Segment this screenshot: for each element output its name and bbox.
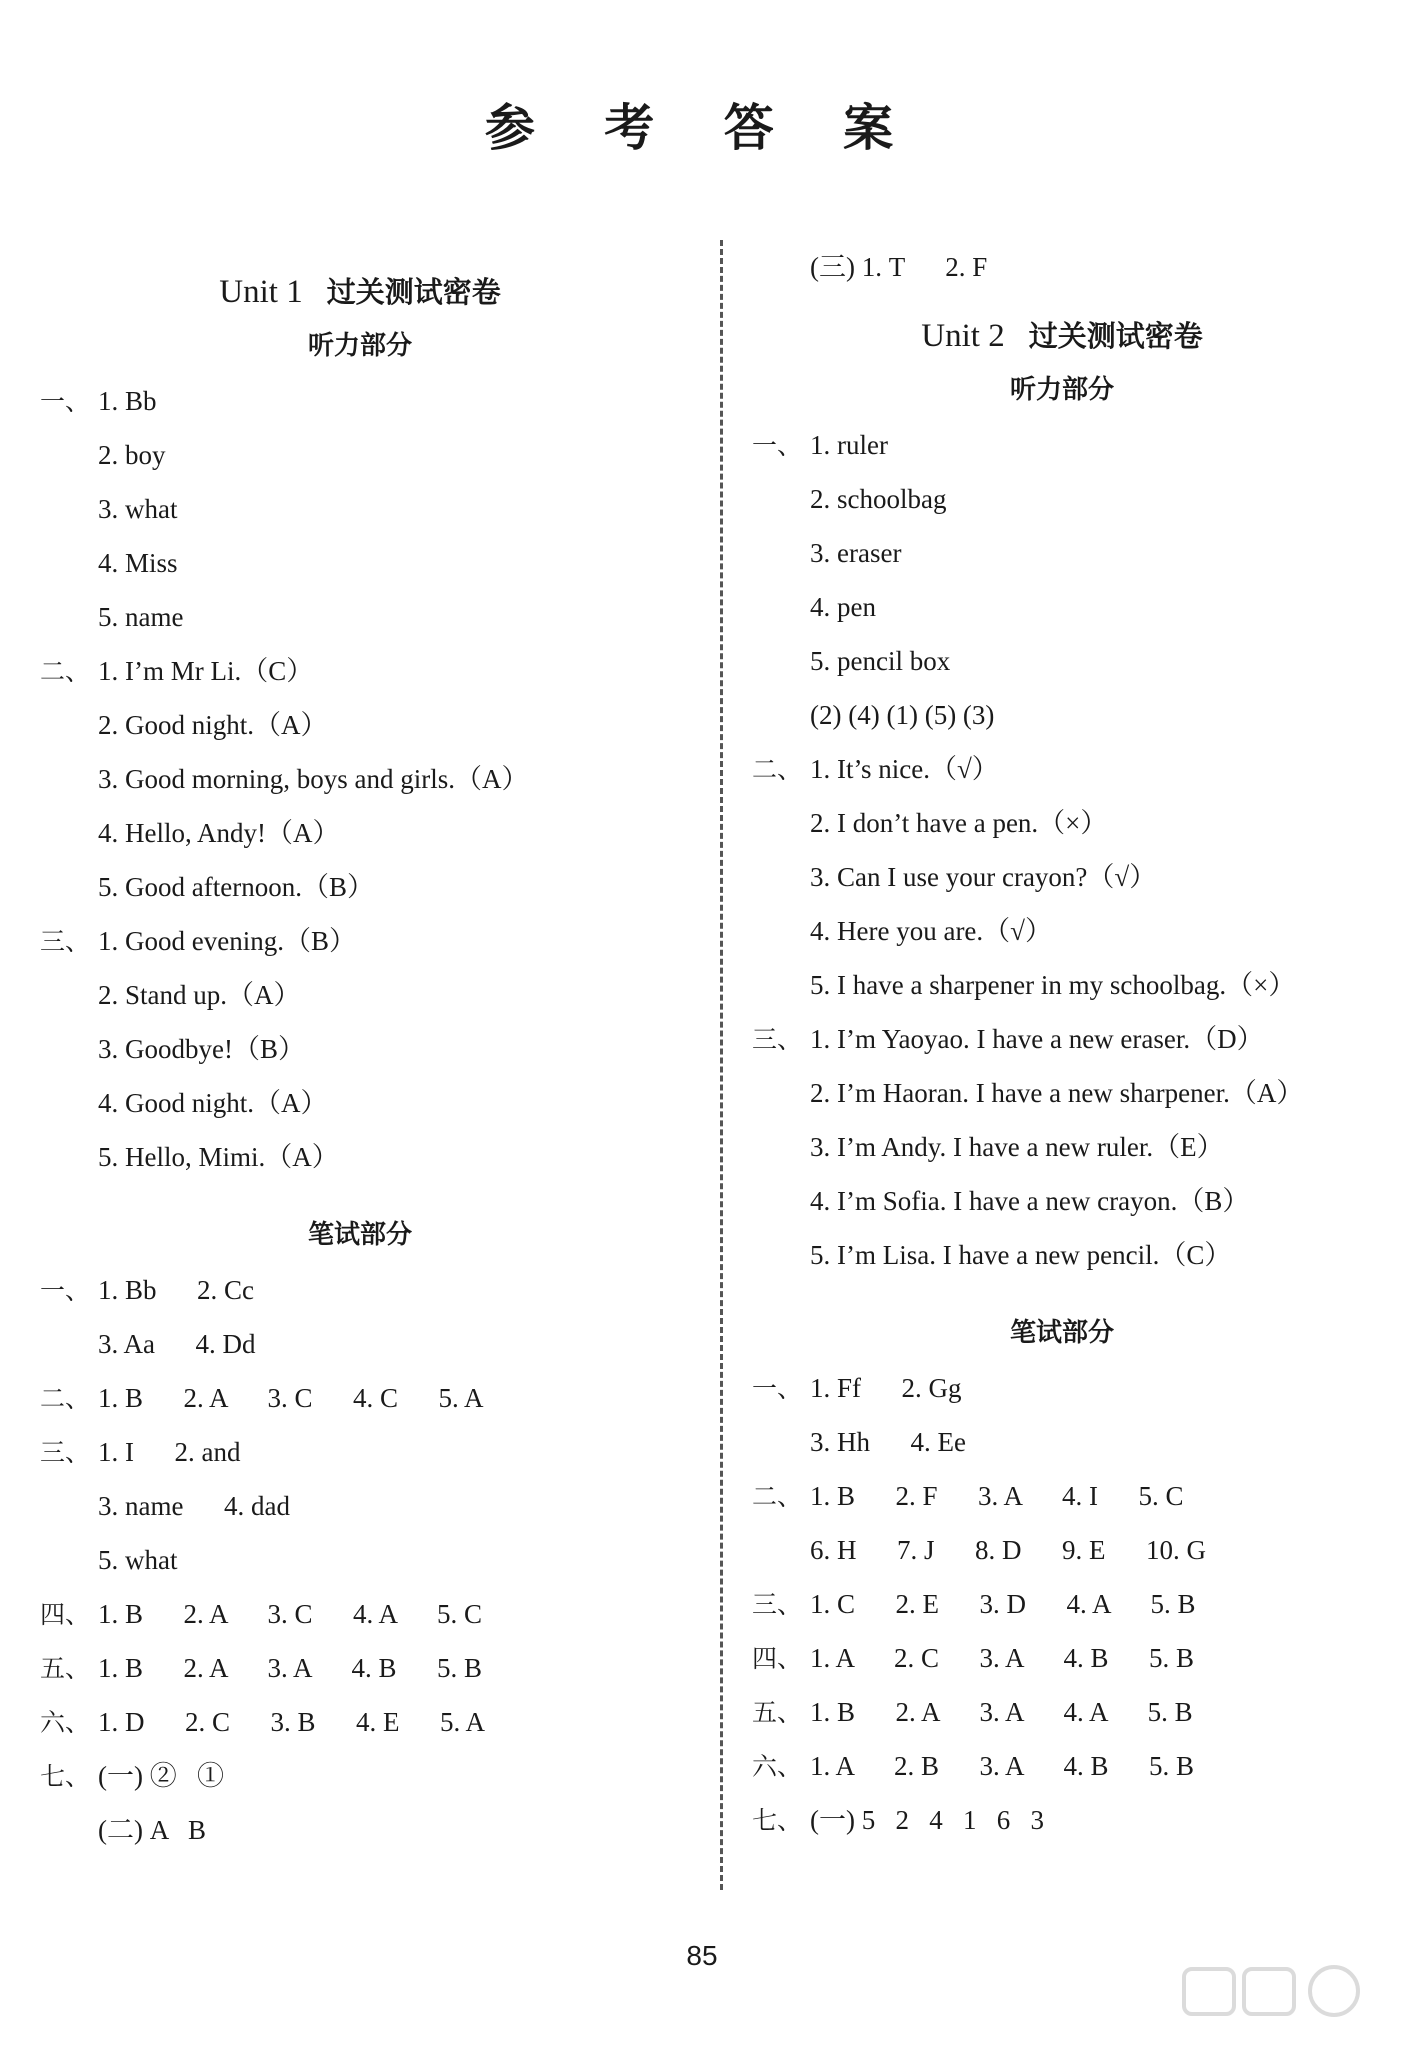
answer-text: (2) (4) (1) (5) (3) xyxy=(810,700,995,730)
question-number: 七、 xyxy=(40,1762,91,1791)
answer-line xyxy=(752,1415,1372,1469)
answer-line xyxy=(40,1749,680,1803)
answer-text: 1. Ff 2. Gg xyxy=(810,1373,962,1403)
answer-line xyxy=(40,482,680,536)
unit-2-title xyxy=(752,314,1372,355)
answer-line xyxy=(40,1695,680,1749)
answer-line xyxy=(752,850,1372,904)
answer-text: 4. Good night.（A） xyxy=(98,1088,328,1118)
answer-line xyxy=(752,1739,1372,1793)
question-number: 六、 xyxy=(752,1752,803,1781)
question-number: 一、 xyxy=(752,1374,803,1403)
answer-text: 3. Good morning, boys and girls.（A） xyxy=(98,764,529,794)
answer-text: 4. I’m Sofia. I have a new crayon.（B） xyxy=(810,1186,1250,1216)
answer-line xyxy=(40,1587,680,1641)
answer-line xyxy=(40,968,680,1022)
question-number: 四、 xyxy=(752,1644,803,1673)
answer-line xyxy=(40,1317,680,1371)
answer-text: 1. B 2. F 3. A 4. I 5. C xyxy=(810,1481,1184,1511)
answer-line xyxy=(752,634,1372,688)
answer-line xyxy=(752,742,1372,796)
answer-text: 3. Aa 4. Dd xyxy=(98,1329,256,1359)
answer-text: 1. I 2. and xyxy=(98,1437,241,1467)
answer-text: 2. Stand up.（A） xyxy=(98,980,301,1010)
answer-text: 1. C 2. E 3. D 4. A 5. B xyxy=(810,1589,1196,1619)
question-number: 三、 xyxy=(40,1438,91,1467)
answer-line xyxy=(40,914,680,968)
question-number: 一、 xyxy=(752,431,803,460)
answer-line xyxy=(752,1174,1372,1228)
answer-line xyxy=(752,1469,1372,1523)
page-number: 85 xyxy=(686,1940,718,1971)
answer-line xyxy=(40,428,680,482)
answer-text: 2. boy xyxy=(98,440,166,470)
answer-text: 2. I’m Haoran. I have a new sharpener.（A） xyxy=(810,1078,1304,1108)
answer-text: 1. ruler xyxy=(810,430,888,460)
answer-line xyxy=(40,1641,680,1695)
answer-line xyxy=(752,472,1372,526)
answer-text: 1. I’m Mr Li.（C） xyxy=(98,656,314,686)
question-number: 二、 xyxy=(752,755,803,784)
question-number: 四、 xyxy=(40,1600,91,1629)
answer-line xyxy=(40,698,680,752)
answer-line xyxy=(40,1425,680,1479)
answer-text: 1. It’s nice.（√） xyxy=(810,754,999,784)
answer-text: 1. Bb xyxy=(98,386,157,416)
answer-text: 1. Good evening.（B） xyxy=(98,926,356,956)
unit-2-listening-title: 听力部分 xyxy=(1009,375,1114,405)
answer-line xyxy=(752,1228,1372,1282)
answer-text: 2. Good night.（A） xyxy=(98,710,328,740)
answer-text: 2. I don’t have a pen.（×） xyxy=(810,808,1108,838)
answer-line xyxy=(40,1022,680,1076)
answer-line xyxy=(40,590,680,644)
answer-text: 2. schoolbag xyxy=(810,484,947,514)
answer-text: 5. what xyxy=(98,1545,178,1575)
answer-line xyxy=(40,1533,680,1587)
answer-line xyxy=(752,1120,1372,1174)
answer-line xyxy=(752,1066,1372,1120)
answer-text: 4. Hello, Andy!（A） xyxy=(98,818,340,848)
unit-2-title-cn: 过关测试密卷 xyxy=(1028,319,1203,353)
answer-text: 3. eraser xyxy=(810,538,902,568)
answer-line xyxy=(752,1631,1372,1685)
answer-line xyxy=(752,796,1372,850)
answer-text: 5. name xyxy=(98,602,184,632)
unit-1-written-answers xyxy=(40,1263,680,1857)
answer-text: 4. pen xyxy=(810,592,876,622)
question-number: 二、 xyxy=(40,1384,91,1413)
answer-text: (一) 5 2 4 1 6 3 xyxy=(810,1805,1044,1835)
answer-line xyxy=(752,1523,1372,1577)
answer-line xyxy=(40,752,680,806)
answer-line xyxy=(40,1479,680,1533)
answer-line: (三) 1. T 2. F xyxy=(810,252,988,282)
question-number: 二、 xyxy=(40,657,91,686)
answer-line xyxy=(752,1577,1372,1631)
answer-line xyxy=(752,688,1372,742)
answer-text: 3. Can I use your crayon?（√） xyxy=(810,862,1157,892)
page-title: 参 考 答 案 xyxy=(484,99,920,157)
answer-text: 3. I’m Andy. I have a new ruler.（E） xyxy=(810,1132,1224,1162)
answer-text: 5. I’m Lisa. I have a new pencil.（C） xyxy=(810,1240,1232,1270)
unit-1-listening-answers xyxy=(40,374,680,1184)
answer-line xyxy=(752,904,1372,958)
answer-text: (二) A B xyxy=(98,1815,206,1845)
question-number: 五、 xyxy=(752,1698,803,1727)
unit-2-written-answers xyxy=(752,1361,1372,1847)
answer-text: 4. Here you are.（√） xyxy=(810,916,1052,946)
answer-line xyxy=(40,644,680,698)
unit-1-title xyxy=(40,270,680,311)
question-number: 七、 xyxy=(752,1806,803,1835)
unit-2-listening-answers xyxy=(752,418,1372,1282)
answer-text: 4. Miss xyxy=(98,548,178,578)
answer-text: 1. A 2. C 3. A 4. B 5. B xyxy=(810,1643,1195,1673)
answer-line xyxy=(40,536,680,590)
answer-line xyxy=(40,860,680,914)
answer-text: 5. Good afternoon.（B） xyxy=(98,872,374,902)
question-number: 五、 xyxy=(40,1654,91,1683)
answer-line xyxy=(752,1361,1372,1415)
unit-2-title-en: Unit 2 xyxy=(921,318,1005,354)
answer-line xyxy=(40,374,680,428)
question-number: 一、 xyxy=(40,387,91,416)
watermark-logo-icon xyxy=(1174,1949,1374,2049)
answer-line xyxy=(40,1130,680,1184)
answer-text: 3. name 4. dad xyxy=(98,1491,290,1521)
answer-text: 1. I’m Yaoyao. I have a new eraser.（D） xyxy=(810,1024,1264,1054)
answer-line xyxy=(752,526,1372,580)
answer-text: 1. B 2. A 3. A 4. A 5. B xyxy=(810,1697,1193,1727)
answer-text: 5. I have a sharpener in my schoolbag.（×） xyxy=(810,970,1296,1000)
answer-line xyxy=(40,1371,680,1425)
unit-1-title-cn: 过关测试密卷 xyxy=(326,275,501,309)
unit-1-listening-title: 听力部分 xyxy=(307,331,412,361)
answer-text: 1. B 2. A 3. C 4. A 5. C xyxy=(98,1599,483,1629)
column-divider xyxy=(720,240,723,1890)
answer-text: 5. pencil box xyxy=(810,646,951,676)
answer-text: 1. Bb 2. Cc xyxy=(98,1275,255,1305)
answer-text: 1. A 2. B 3. A 4. B 5. B xyxy=(810,1751,1195,1781)
answer-text: 5. Hello, Mimi.（A） xyxy=(98,1142,339,1172)
answer-line xyxy=(40,1076,680,1130)
answer-text: 3. what xyxy=(98,494,178,524)
answer-text: 1. D 2. C 3. B 4. E 5. A xyxy=(98,1707,486,1737)
answer-text: 6. H 7. J 8. D 9. E 10. G xyxy=(810,1535,1206,1565)
question-number: 三、 xyxy=(752,1025,803,1054)
question-number: 三、 xyxy=(40,927,91,956)
answer-text: 3. Goodbye!（B） xyxy=(98,1034,305,1064)
question-number: 一、 xyxy=(40,1276,91,1305)
answer-text: 1. B 2. A 3. C 4. C 5. A xyxy=(98,1383,484,1413)
left-column xyxy=(40,250,680,1857)
answer-line xyxy=(40,1263,680,1317)
answer-text: (一) ② ① xyxy=(98,1761,224,1791)
answer-text: 3. Hh 4. Ee xyxy=(810,1427,966,1457)
answer-text: 1. B 2. A 3. A 4. B 5. B xyxy=(98,1653,483,1683)
answer-line xyxy=(752,1012,1372,1066)
unit-1-title-en: Unit 1 xyxy=(219,274,303,310)
right-column xyxy=(752,240,1372,1847)
unit-2-written-title: 笔试部分 xyxy=(1009,1318,1114,1348)
answer-line xyxy=(752,580,1372,634)
answer-line xyxy=(752,1793,1372,1847)
question-number: 三、 xyxy=(752,1590,803,1619)
question-number: 二、 xyxy=(752,1482,803,1511)
question-number: 六、 xyxy=(40,1708,91,1737)
unit-1-written-title: 笔试部分 xyxy=(307,1220,412,1250)
answer-line xyxy=(40,1803,680,1857)
answer-line xyxy=(752,418,1372,472)
answer-line xyxy=(752,958,1372,1012)
answer-line xyxy=(752,1685,1372,1739)
answer-line xyxy=(40,806,680,860)
